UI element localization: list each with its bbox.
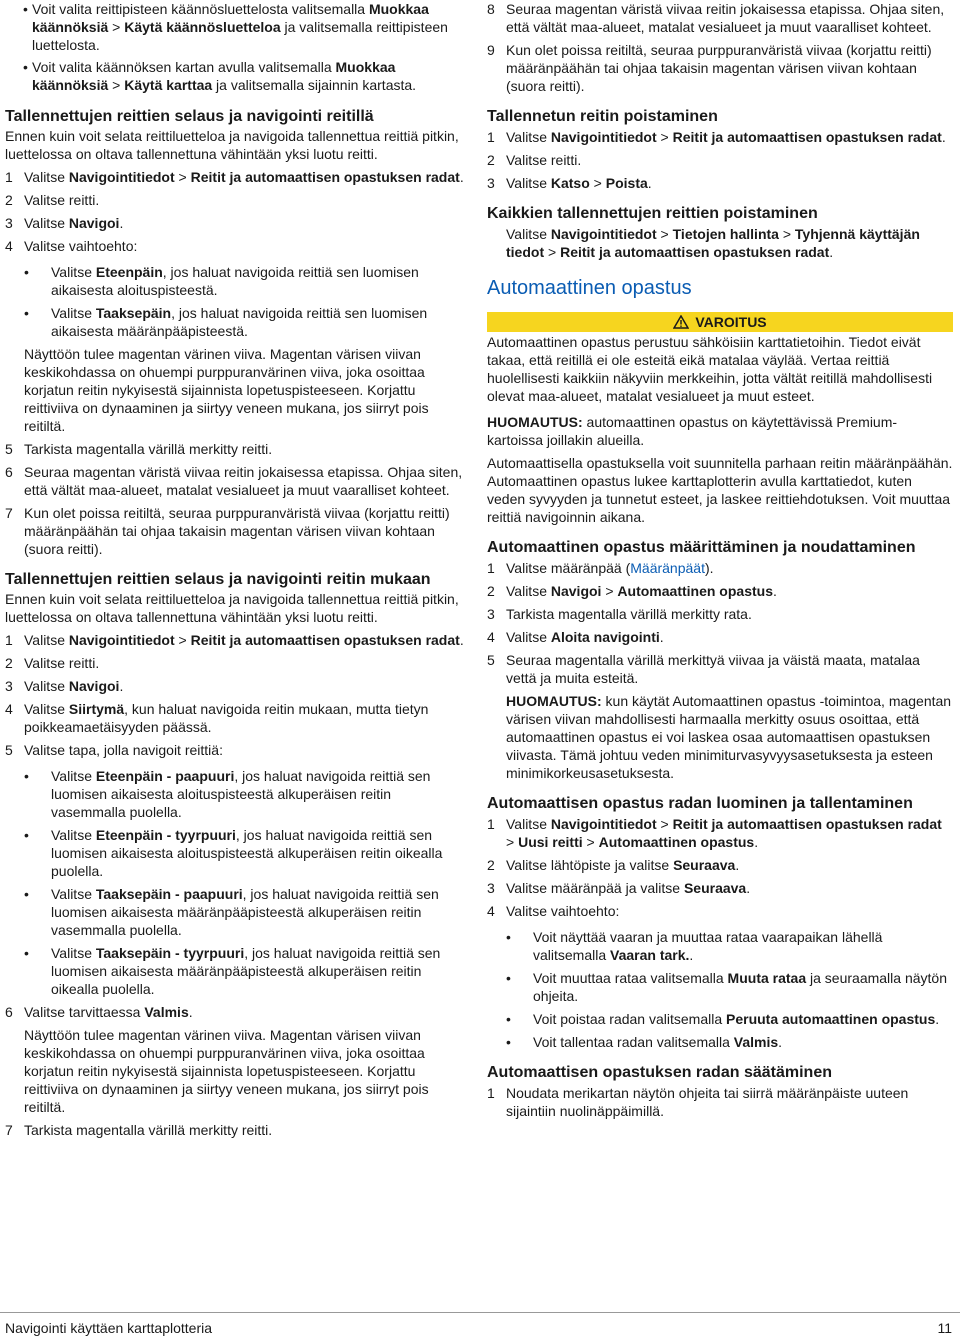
separator: > xyxy=(108,77,125,93)
list-item: • Valitse Taaksepäin - paapuuri, jos haluat navigoida reittiä sen luomisen aikaisesta määränpääpisteestä alkuperäisen reitin vasemmalla puolella. xyxy=(24,886,439,938)
menu-path: Katso xyxy=(550,175,590,191)
text: Voit valita reittipisteen käännösluettelosta valitsemalla xyxy=(32,1,369,17)
menu-path: Taaksepäin xyxy=(95,305,172,321)
text: Valitse xyxy=(24,215,69,231)
text: kun käytät Automaattinen opastus -toimintoa, magentan värisen viivan mahdollisesti harmaalla merkitty osuus osoittaa, että automaattinen opastus ei voi laskea osaa automaattisen opastuksen viivasta. Tämä johtuu veden minimiturvasyvyysasetuksesta ja esteen minimikorkeusasetuksesta. xyxy=(506,693,952,781)
menu-path: Navigointitiedot xyxy=(550,816,657,832)
menu-path: Tyhjennä käyttäjän tiedot xyxy=(506,226,920,260)
menu-path: Käytä karttaa xyxy=(124,77,213,93)
text: ja valitsemalla reittipisteen luettelosta. xyxy=(32,19,448,53)
section-heading: Tallennettujen reittien selaus ja navigointi reitin mukaan xyxy=(5,571,431,588)
separator: > xyxy=(778,226,795,242)
text: Valitse xyxy=(51,305,96,321)
step-text: Kun olet poissa reitiltä, seuraa purppuranväristä viivaa (korjattu reitti) määränpäähän tai ohjaa takaisin magentan värisen viivan kohtaan (suora reitti). xyxy=(506,42,932,94)
step xyxy=(487,582,953,600)
menu-path: Peruuta automaattinen opastus xyxy=(726,1011,936,1027)
text: , jos haluat navigoida reittiä sen luomisen aikaisesta aloituspisteestä. xyxy=(51,264,419,298)
step xyxy=(5,631,467,649)
note xyxy=(506,692,953,782)
paragraph: Ennen kuin voit selata reittiluetteloa ja navigoida tallennettua reittiä pitkin, luettelossa on oltava tallennettuna vähintään yksi luotu reitti. xyxy=(5,128,459,162)
step xyxy=(487,1084,953,1120)
list-item: • Valitse Eteenpäin - tyyrpuuri, jos haluat navigoida reittiä sen luomisen aikaisesta aloituspisteestä alkuperäisen reitin oikealla puolella. xyxy=(24,827,443,879)
text: Valitse lähtöpiste ja valitse xyxy=(506,857,674,873)
step xyxy=(5,463,467,499)
menu-path: Seuraava xyxy=(673,857,736,873)
separator: > xyxy=(601,583,618,599)
paragraph: Näyttöön tulee magentan värinen viiva. Magentan värisen viivan keskikohdassa on ohuempi purppuranvärinen viiva, joka osoittaa korjatun reitin nykyisestä sijainnista lopetuspisteeseen. Korjattu reittiviiva on dynaaminen ja siirtyy veneen mukana, jos siirryt pois reitiltä. xyxy=(24,346,429,434)
step-number: 1 xyxy=(487,129,495,145)
menu-path: Navigoi xyxy=(550,583,602,599)
warning-triangle-icon xyxy=(673,315,689,329)
menu-path: Vaaran tark. xyxy=(610,947,690,963)
paragraph: Ennen kuin voit selata reittiluetteloa ja navigoida tallennettua reittiä pitkin, luettelossa on oltava tallennettuna vähintään yksi luotu reitti. xyxy=(5,591,459,625)
text: Valitse xyxy=(51,945,96,961)
menu-path: Reitit ja automaattisen opastuksen radat xyxy=(190,169,460,185)
step xyxy=(487,559,953,577)
step-number: 2 xyxy=(5,192,13,208)
list-item: • Valitse Taaksepäin - tyyrpuuri, jos haluat navigoida reittiä sen luomisen aikaisesta määränpääpisteestä alkuperäisen reitin oikealla puolella. xyxy=(24,945,441,997)
menu-path: Navigointitiedot xyxy=(68,632,175,648)
step-text: Valitse tapa, jolla navigoit reittiä: xyxy=(24,742,223,758)
step-text: Seuraa magentan väristä viivaa reitin jokaisessa etapissa. Ohjaa siten, että vältät maa-alueet, matalat vesialueet ja muut vaaralliset kohteet. xyxy=(506,1,945,35)
text: ). xyxy=(704,560,714,576)
warning-text: Automaattinen opastus perustuu sähköisiin karttatietoihin. Tiedot eivät takaa, että reitillä ei ole esteitä eikä matalaa väylää. Vertaa reittiä huolellisesti kaikkiin näkyviin merkkeihin, jotta vältät reitillä mahdollisesti olevat maa-alueet, matalat vesialueet ja muut esteet. xyxy=(487,334,933,404)
text: , kun haluat navigoida reitin mukaan, mutta tietyn poikkeamaetäisyyden päässä. xyxy=(24,701,429,735)
step-number: 4 xyxy=(5,238,13,254)
page-number: 11 xyxy=(937,1320,952,1336)
note-label: HUOMAUTUS: xyxy=(487,414,583,430)
menu-path: Navigoi xyxy=(68,678,120,694)
text: Valitse xyxy=(24,678,69,694)
menu-path: Tietojen hallinta xyxy=(672,226,779,242)
menu-path: Navigointitiedot xyxy=(550,226,657,242)
menu-path: Navigointitiedot xyxy=(550,129,657,145)
menu-path: Seuraava xyxy=(683,880,747,896)
section-heading: Tallennettujen reittien selaus ja navigointi reitillä xyxy=(5,108,374,125)
text: Valitse xyxy=(506,816,551,832)
text: . xyxy=(829,244,834,260)
list-item: • Voit valita reittipisteen käännösluettelosta valitsemalla Muokkaa käännöksiä > Käytä käännösluetteloa ja valitsemalla reittipisteen luettelosta. xyxy=(23,1,448,53)
step xyxy=(5,1003,467,1021)
step xyxy=(5,214,467,232)
menu-path: Navigoi xyxy=(68,215,120,231)
text: ja valitsemalla sijainnin kartasta. xyxy=(212,77,417,93)
step-text: Noudata merikartan näytön ohjeita tai siirrä määränpäiste uuteen sijaintiin nuolinäppäimillä. xyxy=(506,1085,909,1119)
step-number: 4 xyxy=(487,903,495,919)
step-text: Tarkista magentalla värillä merkitty reitti. xyxy=(24,1122,273,1138)
text: . xyxy=(735,857,740,873)
text: . xyxy=(778,1034,783,1050)
text: . xyxy=(941,129,946,145)
text: . xyxy=(659,629,664,645)
warning-label: VAROITUS xyxy=(695,314,767,330)
cross-reference-link[interactable]: Määränpäät xyxy=(630,560,705,576)
menu-path: Muokkaa käännöksiä xyxy=(32,59,396,93)
section-heading: Automaattinen opastus määrittäminen ja noudattaminen xyxy=(487,539,916,556)
step xyxy=(487,605,953,623)
step-number: 5 xyxy=(5,742,13,758)
text: Voit valita käännöksen kartan avulla valitsemalla xyxy=(32,59,336,75)
step xyxy=(5,191,467,209)
step-number: 1 xyxy=(487,816,495,832)
text: . xyxy=(119,215,124,231)
step xyxy=(487,856,953,874)
text: Valitse xyxy=(506,175,551,191)
text: . xyxy=(119,678,124,694)
step-number: 4 xyxy=(487,629,495,645)
text: Valitse xyxy=(506,629,551,645)
step-number: 3 xyxy=(5,678,13,694)
section-heading: Automaattisen opastuksen radan säätäminen xyxy=(487,1064,832,1081)
step-number: 1 xyxy=(487,1085,495,1101)
menu-path: Navigointitiedot xyxy=(68,169,175,185)
separator: > xyxy=(174,169,191,185)
step-number: 6 xyxy=(5,1004,13,1020)
text: Voit näyttää vaaran ja muuttaa rataa vaarapaikan lähellä valitsemalla xyxy=(533,929,883,963)
separator: > xyxy=(582,834,599,850)
text: Valitse xyxy=(24,169,69,185)
step xyxy=(487,651,953,687)
menu-path: Reitit ja automaattisen opastuksen radat xyxy=(672,129,942,145)
step-number: 7 xyxy=(5,1122,13,1138)
step xyxy=(487,0,953,36)
menu-path: Eteenpäin - paapuuri xyxy=(95,768,235,784)
menu-path: Reitit ja automaattisen opastuksen radat xyxy=(672,816,942,832)
text: , jos haluat navigoida reittiä sen luomisen aikaisesta määränpääpisteestä alkuperäisen reitin oikealla puolella. xyxy=(51,945,441,997)
step-number: 3 xyxy=(487,880,495,896)
step-text: Kun olet poissa reitiltä, seuraa purppuranväristä viivaa (korjattu reitti) määränpäähän tai ohjaa takaisin magentan värisen viivan kohtaan (suora reitti). xyxy=(24,505,450,557)
text: Valitse xyxy=(506,129,551,145)
step xyxy=(5,237,467,255)
step xyxy=(487,879,953,897)
right-column xyxy=(487,0,953,1120)
menu-path: Eteenpäin xyxy=(95,264,163,280)
step-number: 5 xyxy=(5,441,13,457)
text: Voit poistaa radan valitsemalla xyxy=(533,1011,726,1027)
section-heading: Automaattisen opastus radan luominen ja tallentaminen xyxy=(487,795,913,812)
separator: > xyxy=(656,816,673,832)
step-number: 5 xyxy=(487,652,495,668)
step-number: 2 xyxy=(487,152,495,168)
text: Valitse xyxy=(51,264,96,280)
step xyxy=(5,504,467,558)
separator: > xyxy=(589,175,606,191)
step xyxy=(487,174,953,192)
text: Voit tallentaa radan valitsemalla xyxy=(533,1034,734,1050)
text: . xyxy=(773,583,777,599)
text: Valitse määränpää ( xyxy=(506,560,631,576)
footer-section-title: Navigointi käyttäen karttaplotteria xyxy=(5,1320,212,1336)
text: , jos haluat navigoida reittiä sen luomisen aikaisesta määränpääpisteestä alkuperäisen reitin vasemmalla puolella. xyxy=(51,886,439,938)
text: . xyxy=(689,947,694,963)
note xyxy=(487,413,953,449)
step xyxy=(487,815,953,851)
step-number: 3 xyxy=(487,606,495,622)
step xyxy=(5,440,467,458)
separator: > xyxy=(544,244,561,260)
text: , jos haluat navigoida reittiä sen luomisen aikaisesta aloituspisteestä alkuperäisen reitin oikealla puolella. xyxy=(51,827,443,879)
menu-path: Muuta rataa xyxy=(727,970,807,986)
text: Valitse xyxy=(51,768,96,784)
step-number: 1 xyxy=(487,560,495,576)
text: Valitse xyxy=(51,886,96,902)
text: ja seuraamalla näytön ohjeita. xyxy=(533,970,947,1004)
text: . xyxy=(935,1011,940,1027)
text: , jos haluat navigoida reittiä sen luomisen aikaisesta määränpääpisteestä. xyxy=(51,305,428,339)
section-heading: Kaikkien tallennettujen reittien poistaminen xyxy=(487,205,818,222)
page-footer xyxy=(0,1312,960,1336)
step xyxy=(487,902,953,920)
separator: > xyxy=(656,226,673,242)
step-number: 3 xyxy=(5,215,13,231)
list-item: • Voit poistaa radan valitsemalla Peruuta automaattinen opastus. xyxy=(506,1011,940,1027)
menu-path: Uusi reitti xyxy=(518,834,583,850)
menu-path: Automaattinen opastus xyxy=(598,834,755,850)
text: Valitse xyxy=(24,632,69,648)
menu-path: Valmis xyxy=(144,1004,189,1020)
paragraph: Automaattisella opastuksella voit suunnitella parhaan reitin määränpäähän. Automaattinen opastus lukee karttaplotterin avulla karttatiedot, kuten veden syvyyden ja tunnetut esteet, ja laskee reittiehdotuksen. Voit muuttaa reittiä navigoinnin aikana. xyxy=(487,455,953,525)
menu-path: Eteenpäin - tyyrpuuri xyxy=(95,827,236,843)
step-number: 7 xyxy=(5,505,13,521)
list-item: • Valitse Eteenpäin, jos haluat navigoida reittiä sen luomisen aikaisesta aloituspisteestä. xyxy=(24,264,419,298)
text: Voit muuttaa rataa valitsemalla xyxy=(533,970,728,986)
step-number: 9 xyxy=(487,42,495,58)
step-text: Seuraa magentalla värillä merkittyä viivaa ja väistä maata, matalaa vettä ja muita esteitä. xyxy=(506,652,920,686)
step-number: 3 xyxy=(487,175,495,191)
warning-banner xyxy=(487,312,953,332)
menu-path: Aloita navigointi xyxy=(550,629,660,645)
menu-path: Reitit ja automaattisen opastuksen radat xyxy=(560,244,830,260)
list-item: • Valitse Eteenpäin - paapuuri, jos haluat navigoida reittiä sen luomisen aikaisesta aloituspisteestä alkuperäisen reitin vasemmalla puolella. xyxy=(24,768,431,820)
menu-path: Reitit ja automaattisen opastuksen radat xyxy=(190,632,460,648)
menu-path: Poista xyxy=(605,175,648,191)
menu-path: Taaksepäin - tyyrpuuri xyxy=(95,945,245,961)
text: Valitse xyxy=(506,226,551,242)
text: , jos haluat navigoida reittiä sen luomisen aikaisesta aloituspisteestä alkuperäisen reitin vasemmalla puolella. xyxy=(51,768,431,820)
step-text: Seuraa magentan väristä viivaa reitin jokaisessa etapissa. Ohjaa siten, että vältät maa-alueet, matalat vesialueet ja muut vaaralliset kohteet. xyxy=(24,464,463,498)
step xyxy=(5,700,467,736)
section-heading: Tallennetun reitin poistaminen xyxy=(487,108,718,125)
text: . xyxy=(459,632,464,648)
separator: > xyxy=(506,834,519,850)
paragraph: Näyttöön tulee magentan värinen viiva. Magentan värisen viivan keskikohdassa on ohuempi purppuranvärinen viiva, joka osoittaa korjatun reitin nykyisestä sijainnista lopetuspisteeseen. Korjattu reittiviiva on dynaaminen ja siirtyy veneen mukana, jos siirryt pois reitiltä. xyxy=(24,1027,429,1115)
step-number: 2 xyxy=(5,655,13,671)
step xyxy=(5,654,467,672)
step xyxy=(487,151,953,169)
step-text: Valitse vaihtoehto: xyxy=(506,903,620,919)
text: . xyxy=(754,834,759,850)
step-text: Valitse vaihtoehto: xyxy=(24,238,138,254)
text: . xyxy=(188,1004,193,1020)
list-item: • Valitse Taaksepäin, jos haluat navigoida reittiä sen luomisen aikaisesta määränpääpisteestä. xyxy=(24,305,428,339)
menu-path: Siirtymä xyxy=(68,701,125,717)
list-item: • Voit tallentaa radan valitsemalla Valmis. xyxy=(506,1034,783,1050)
list-item: • Voit muuttaa rataa valitsemalla Muuta rataa ja seuraamalla näytön ohjeita. xyxy=(506,970,947,1004)
step-text: Tarkista magentalla värillä merkitty rata. xyxy=(506,606,752,622)
step xyxy=(5,168,467,186)
step-text: Valitse reitti. xyxy=(24,192,100,208)
text: Valitse tarvittaessa xyxy=(24,1004,145,1020)
text: . xyxy=(459,169,464,185)
text: Valitse määränpää ja valitse xyxy=(506,880,684,896)
step xyxy=(5,741,467,759)
step-text: Valitse reitti. xyxy=(24,655,100,671)
step xyxy=(5,677,467,695)
note-label: HUOMAUTUS: xyxy=(506,693,602,709)
text: . xyxy=(746,880,751,896)
menu-path: Käytä käännösluetteloa xyxy=(124,19,281,35)
step-text: Valitse reitti. xyxy=(506,152,582,168)
separator: > xyxy=(108,19,125,35)
separator: > xyxy=(174,632,191,648)
text: Valitse xyxy=(24,701,69,717)
text: automaattinen opastus on käytettävissä Premium-kartoissa joillakin alueilla. xyxy=(487,414,898,448)
step-number: 2 xyxy=(487,857,495,873)
menu-path: Automaattinen opastus xyxy=(617,583,773,599)
menu-path: Valmis xyxy=(733,1034,779,1050)
step xyxy=(487,628,953,646)
menu-path: Muokkaa käännöksiä xyxy=(32,1,429,35)
step xyxy=(5,1121,467,1139)
step-number: 4 xyxy=(5,701,13,717)
left-column xyxy=(5,0,467,1139)
paragraph xyxy=(506,225,953,261)
list-item: • Voit valita käännöksen kartan avulla valitsemalla Muokkaa käännöksiä > Käytä karttaa ja valitsemalla sijainnin kartasta. xyxy=(23,59,417,93)
step xyxy=(487,128,953,146)
chapter-heading: Automaattinen opastus xyxy=(487,277,692,299)
separator: > xyxy=(656,129,673,145)
list-item: • Voit näyttää vaaran ja muuttaa rataa vaarapaikan lähellä valitsemalla Vaaran tark.. xyxy=(506,929,883,963)
step xyxy=(487,41,953,95)
step-number: 1 xyxy=(5,169,13,185)
step-number: 2 xyxy=(487,583,495,599)
step-text: Tarkista magentalla värillä merkitty reitti. xyxy=(24,441,273,457)
step-number: 8 xyxy=(487,1,495,17)
step-number: 1 xyxy=(5,632,13,648)
text: Valitse xyxy=(506,583,551,599)
text: . xyxy=(647,175,652,191)
menu-path: Taaksepäin - paapuuri xyxy=(95,886,243,902)
text: Valitse xyxy=(51,827,96,843)
step-number: 6 xyxy=(5,464,13,480)
